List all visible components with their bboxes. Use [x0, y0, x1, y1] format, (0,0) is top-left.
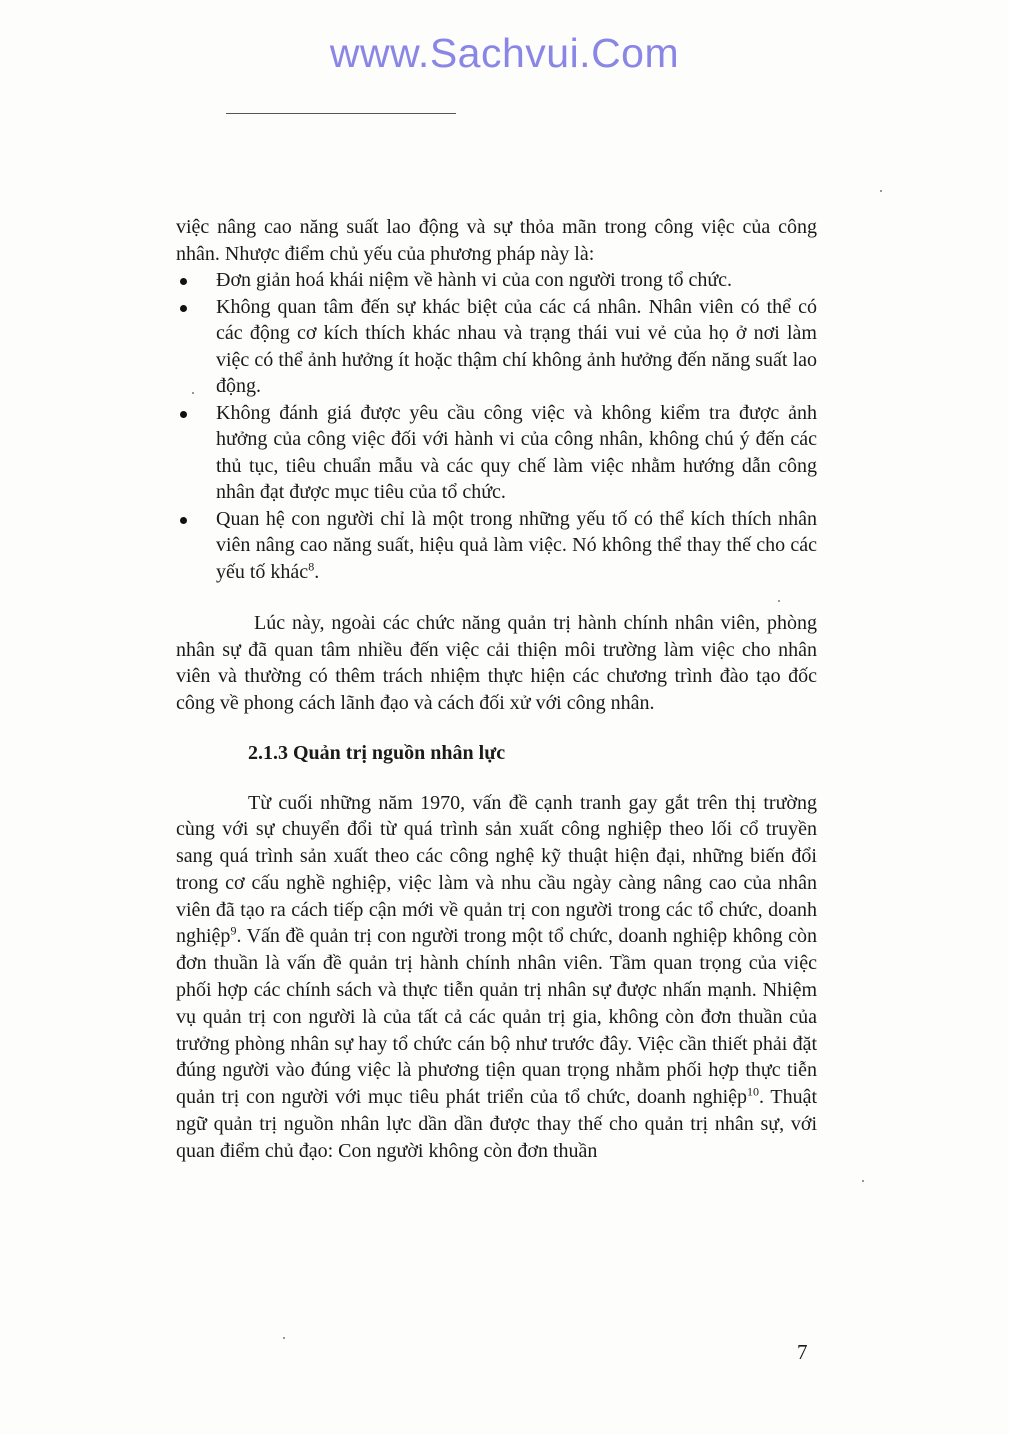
list-item-text: Quan hệ con người chỉ là một trong những yếu tố có thể kích thích nhân viên nâng cao năng suất, hiệu quả làm việc. Nó không thể thay thế cho các yếu tố khác: [216, 507, 817, 583]
list-item-text: Đơn giản hoá khái niệm về hành vi của con người trong tổ chức.: [216, 269, 733, 291]
scan-speck: [880, 190, 882, 192]
list-item-text: Không đánh giá được yêu cầu công việc và không kiểm tra được ảnh hưởng của công việc đối với hành vi của công nhân, không chú ý đến các thủ tục, tiêu chuẩn mẫu và các quy chế làm việc nhằm hướng dẫn công nhân đạt được mục tiêu của tổ chức.: [216, 401, 817, 503]
section-heading: 2.1.3 Quản trị nguồn nhân lực: [248, 742, 506, 764]
footnote-ref-9: 9: [230, 923, 237, 938]
list-item-end: .: [314, 560, 320, 583]
body-paragraph: Lúc này, ngoài các chức năng quản trị hành chính nhân viên, phòng nhân sự đã quan tâm nhiều đến việc cải thiện môi trường làm việc cho nhân viên và thường có thêm trách nhiệm thực hiện các chương trình đào tạo đốc công về phong cách lãnh đạo và cách đối xử với công nhân.: [176, 612, 817, 714]
paragraph-text: Từ cuối những năm 1970, vấn đề cạnh tranh gay gắt trên thị trường cùng với sự chuyển đổi từ quá trình sản xuất công nghiệp theo lối cổ truyền sang quá trình sản xuất theo các công nghệ kỹ thuật hiện đại, những biến đổi trong cơ cấu nghề nghiệp, việc làm và nhu cầu ngày càng nâng cao của nhân viên đã tạo ra cách tiếp cận mới về quản trị con người trong các tổ chức, doanh nghiệp: [176, 791, 817, 948]
page-body: [176, 214, 817, 1165]
bullet-list: [176, 267, 817, 585]
scan-speck: [778, 600, 780, 602]
bullet-icon: [180, 278, 187, 285]
list-item-text: Không quan tâm đến sự khác biệt của các cá nhân. Nhân viên có thể có các động cơ kích thích khác nhau và trạng thái vui vẻ của họ ở nơi làm việc có thể ảnh hưởng ít hoặc thậm chí không ảnh hưởng đến năng suất lao động.: [216, 295, 817, 397]
bullet-icon: [180, 517, 187, 524]
footnote-ref-10: 10: [747, 1084, 760, 1099]
bullet-icon: [180, 411, 187, 418]
list-item: [176, 506, 817, 586]
list-item: [176, 294, 817, 400]
paragraph-text: . Thuật ngữ quản trị nguồn nhân lực dần dần được thay thế cho quản trị nhân sự, với quan điểm chủ đạo: Con người không còn đơn thuần: [176, 1086, 818, 1162]
header-rule: [226, 113, 456, 114]
bullet-icon: [180, 305, 187, 312]
page-number: 7: [797, 1340, 808, 1364]
body-paragraph: [176, 790, 817, 1165]
scan-speck: [283, 1337, 285, 1339]
paragraph-text: . Vấn đề quản trị con người trong một tổ chức, doanh nghiệp không còn đơn thuần là vấn đề quản trị hành chính nhân viên. Tầm quan trọng của việc phối hợp các chính sách và thực tiễn quản trị nhân sự được nhấn mạnh. Nhiệm vụ quản trị con người là của tất cả các quản trị gia, không còn đơn thuần của trưởng phòng nhân sự hay tổ chức cán bộ như trước đây. Việc cần thiết phải đặt đúng người vào đúng việc là phương tiện quan trọng nhằm phối hợp thực tiễn quản trị con người với mục tiêu phát triển của tổ chức, doanh nghiệp: [176, 925, 817, 1109]
watermark-link[interactable]: www.Sachvui.Com: [329, 30, 680, 76]
scan-speck: [862, 1180, 864, 1182]
list-item: [176, 400, 817, 506]
list-item: [176, 267, 817, 294]
intro-paragraph: việc nâng cao năng suất lao động và sự thỏa mãn trong công việc của công nhân. Nhược điểm chủ yếu của phương pháp này là:: [176, 216, 817, 265]
footnote-ref-8: 8: [308, 558, 315, 573]
scan-speck: [192, 392, 194, 394]
